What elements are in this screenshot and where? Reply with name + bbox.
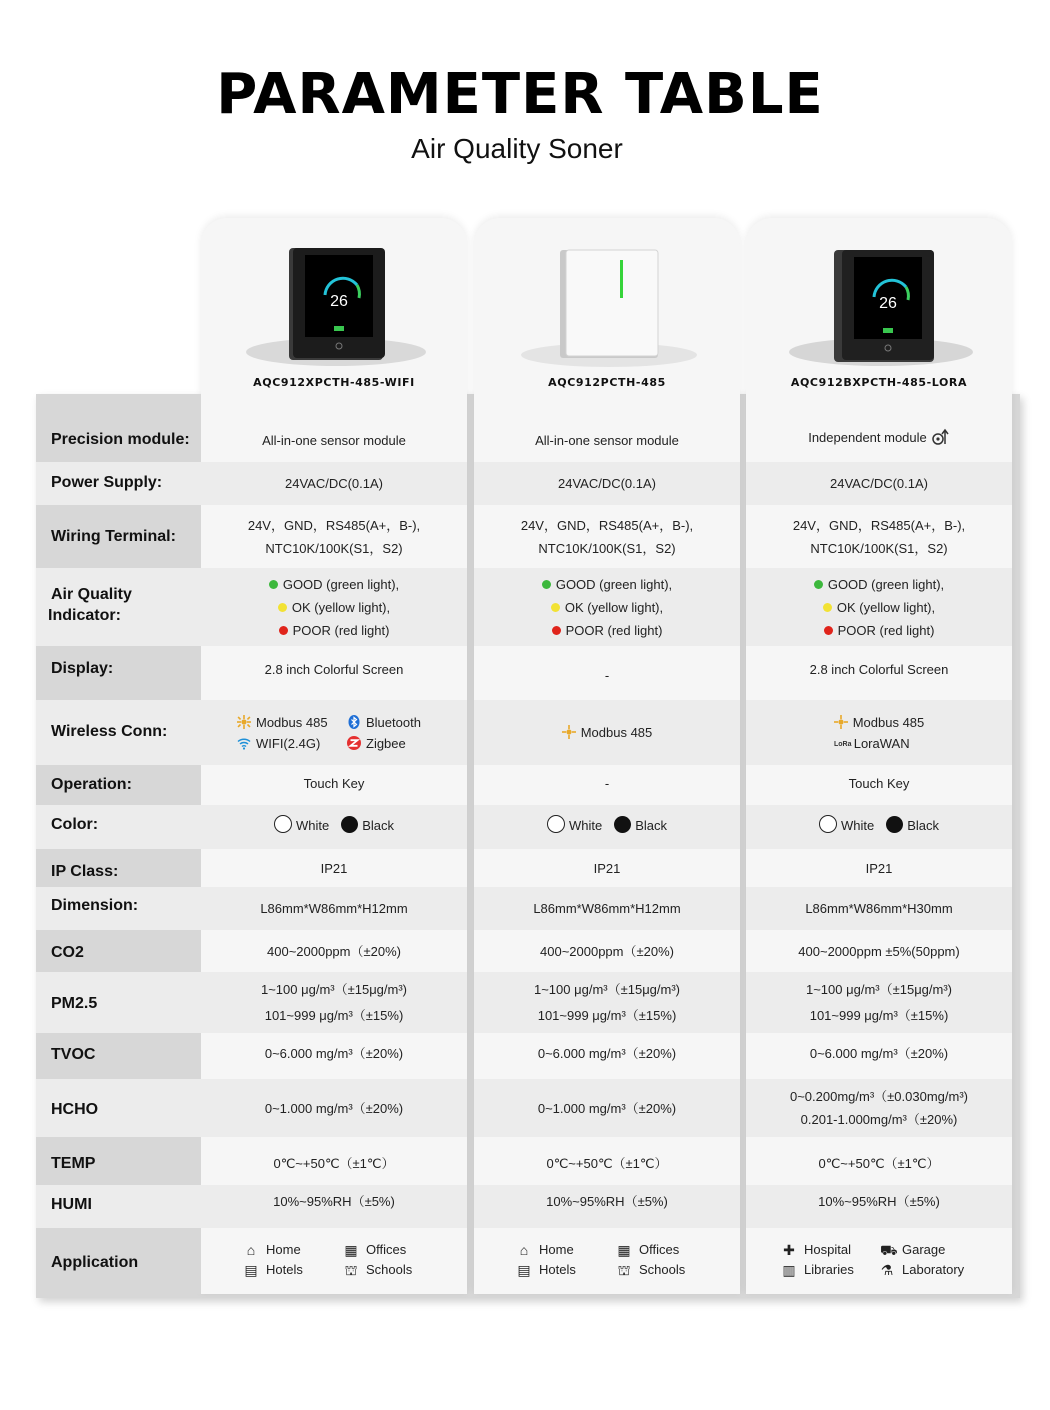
page-title: PARAMETER TABLE — [216, 62, 824, 127]
cell-value: 10%~95%RH（±5%) — [273, 1194, 395, 1209]
cell-value: IP21 — [320, 860, 348, 876]
cell-value: 0~1.000 mg/m³（±20%) — [264, 1100, 404, 1116]
cell-value: 24V，GND，RS485(A+，B-), NTC10K/100K(S1，S2) — [520, 517, 694, 556]
cell-value: 0~1.000 mg/m³（±20%) — [537, 1100, 677, 1116]
row-hcho — [36, 1079, 1012, 1137]
cell-value: 0~6.000 mg/m³（±20%) — [537, 1045, 677, 1061]
row-label: Air Quality Indicator: — [48, 586, 132, 624]
row-wireless — [36, 700, 1012, 765]
zigbee-icon — [347, 736, 361, 750]
cell-value: L86mm*W86mm*H12mm — [533, 901, 681, 916]
laboratory-icon: ⚗ — [880, 1261, 894, 1278]
product-image-white-key — [474, 240, 740, 390]
indicator-ok: OK (yellow light), — [823, 596, 935, 619]
cell-value: 24VAC/DC(0.1A) — [829, 476, 928, 491]
hospital-icon: ✚ — [783, 1241, 795, 1258]
good-light-dot — [814, 580, 823, 589]
poor-light-dot — [552, 626, 561, 635]
indicator-poor: POOR (red light) — [552, 619, 663, 642]
cell-value: 10%~95%RH（±5%) — [546, 1194, 668, 1209]
row-label: Power Supply: — [51, 474, 163, 491]
row-tvoc — [36, 1033, 1012, 1079]
offices-icon: ▦ — [344, 1241, 358, 1258]
cell-value: White Black — [201, 803, 467, 847]
row-label: HUMI — [51, 1196, 92, 1213]
black-swatch — [341, 816, 358, 833]
indicator-good: GOOD (green light), — [542, 573, 672, 596]
libraries-icon: ▥ — [782, 1261, 796, 1278]
black-swatch — [614, 816, 631, 833]
indicator-poor: POOR (red light) — [824, 619, 935, 642]
row-aqi — [36, 568, 1012, 646]
row-label: PM2.5 — [51, 995, 98, 1012]
cell-value: 1~100 μg/m³（±15μg/m³) 101~999 μg/m³（±15%) — [260, 981, 408, 1023]
row-label: Wiring Terminal: — [51, 528, 176, 545]
row-dimension — [36, 887, 1012, 930]
cell-value: 0℃~+50℃（±1℃） — [818, 1155, 940, 1171]
cell-value: Touch Key — [848, 775, 910, 791]
white-swatch — [547, 815, 565, 833]
cell-value: 2.8 inch Colorful Screen — [809, 661, 949, 677]
good-light-dot — [542, 580, 551, 589]
row-application — [36, 1228, 1012, 1294]
row-co2 — [36, 930, 1012, 972]
row-label: Display: — [51, 660, 114, 677]
cell-value: 400~2000ppm ±5%(50ppm) — [798, 943, 960, 959]
row-wiring — [36, 505, 1012, 568]
modbus-icon — [237, 715, 251, 729]
product-image-lora — [746, 240, 1012, 390]
row-temp — [36, 1137, 1012, 1185]
cell-value: Modbus 485 — [474, 700, 740, 765]
row-label: Color: — [51, 816, 99, 833]
poor-light-dot — [279, 626, 288, 635]
row-label: Application — [51, 1254, 139, 1271]
home-icon: ⌂ — [519, 1241, 529, 1258]
row-label: TVOC — [51, 1046, 96, 1063]
ok-light-dot — [551, 603, 560, 612]
model-name: AQC912BXPCTH-485-LORA — [790, 376, 968, 389]
indicator-good: GOOD (green light), — [269, 573, 399, 596]
indicator-poor: POOR (red light) — [279, 619, 390, 642]
row-display — [36, 646, 1012, 700]
cell-value: Touch Key — [303, 775, 365, 791]
cell-value: ⌂ Home ▦ Offices ▤ Hotels ⛫ Schools — [244, 1241, 413, 1278]
cell-value: IP21 — [865, 860, 893, 876]
module-gear-icon — [930, 426, 950, 448]
row-humi — [36, 1185, 1012, 1228]
row-label: Precision module: — [51, 431, 190, 448]
cell-value: 400~2000ppm（±20%) — [540, 943, 674, 959]
cell-value — [746, 568, 1012, 646]
lora-icon — [834, 736, 852, 750]
cell-value: 24VAC/DC(0.1A) — [557, 476, 656, 491]
hotels-icon: ▤ — [244, 1261, 258, 1278]
cell-value: L86mm*W86mm*H12mm — [260, 901, 408, 916]
cell-value: 24V，GND，RS485(A+，B-), NTC10K/100K(S1，S2) — [792, 517, 966, 556]
schools-icon: ⛫ — [617, 1261, 631, 1278]
white-swatch — [274, 815, 292, 833]
row-color — [36, 805, 1012, 849]
cell-value: - — [604, 667, 610, 683]
poor-light-dot — [824, 626, 833, 635]
cell-value: 10%~95%RH（±5%) — [818, 1194, 940, 1209]
cell-value: Independent module — [746, 403, 1012, 471]
cell-value: 400~2000ppm（±20%) — [267, 943, 401, 959]
row-label: TEMP — [51, 1155, 96, 1172]
cell-value: ✚ Hospital ⛟ Garage ▥ Libraries ⚗ Laboratory — [782, 1241, 965, 1278]
row-label: HCHO — [51, 1101, 99, 1118]
modbus-icon — [834, 715, 848, 729]
row-label: Wireless Conn: — [51, 723, 168, 740]
cell-value: Modbus 485 LoRa LoraWAN — [833, 714, 925, 751]
cell-value: ⌂ Home ▦ Offices ▤ Hotels ⛫ Schools — [517, 1241, 686, 1278]
row-ip — [36, 849, 1012, 887]
modbus-icon — [562, 725, 576, 739]
cell-value: 1~100 μg/m³（±15μg/m³) 101~999 μg/m³（±15%) — [805, 981, 953, 1023]
cell-value: 0℃~+50℃（±1℃） — [546, 1155, 668, 1171]
cell-value: 1~100 μg/m³（±15μg/m³) 101~999 μg/m³（±15%) — [533, 981, 681, 1023]
wifi-icon — [237, 736, 251, 750]
cell-value — [201, 568, 467, 646]
cell-value: L86mm*W86mm*H30mm — [805, 901, 953, 916]
cell-value: IP21 — [593, 860, 621, 876]
ok-light-dot — [278, 603, 287, 612]
hotels-icon: ▤ — [517, 1261, 531, 1278]
cell-value: 2.8 inch Colorful Screen — [264, 661, 404, 677]
indicator-ok: OK (yellow light), — [551, 596, 663, 619]
bluetooth-icon — [347, 715, 361, 729]
cell-value: 0~6.000 mg/m³（±20%) — [809, 1045, 949, 1061]
model-name: AQC912XPCTH-485-WIFI — [253, 376, 415, 389]
white-swatch — [819, 815, 837, 833]
row-label: IP Class: — [51, 863, 119, 880]
good-light-dot — [269, 580, 278, 589]
cell-value: 0~6.000 mg/m³（±20%) — [264, 1045, 404, 1061]
garage-icon: ⛟ — [880, 1241, 898, 1258]
cell-value: 24V，GND，RS485(A+，B-), NTC10K/100K(S1，S2) — [247, 517, 421, 556]
cell-value: White Black — [746, 803, 1012, 847]
cell-value: 0~0.200mg/m³（±0.030mg/m³) 0.201-1.000mg/m³（±20%) — [789, 1089, 968, 1127]
row-operation — [36, 765, 1012, 805]
black-swatch — [886, 816, 903, 833]
cell-value — [474, 568, 740, 646]
cell-value: White Black — [474, 803, 740, 847]
cell-value: - — [604, 775, 610, 791]
indicator-good: GOOD (green light), — [814, 573, 944, 596]
schools-icon: ⛫ — [344, 1261, 358, 1278]
row-precision — [36, 394, 1012, 462]
cell-value: Modbus 485 Bluetooth WIFI(2.4G) Zigbee — [201, 700, 467, 765]
screen-value: 26 — [330, 293, 348, 310]
row-label: CO2 — [51, 944, 84, 961]
cell-value: All-in-one sensor module — [535, 432, 679, 448]
row-label: Dimension: — [51, 897, 139, 914]
cell-value: 24VAC/DC(0.1A) — [284, 476, 383, 491]
ok-light-dot — [823, 603, 832, 612]
indicator-ok: OK (yellow light), — [278, 596, 390, 619]
offices-icon: ▦ — [617, 1241, 631, 1258]
screen-value: 26 — [879, 295, 897, 312]
product-image-wifi — [201, 240, 467, 390]
model-name: AQC912PCTH-485 — [548, 376, 666, 389]
home-icon: ⌂ — [246, 1241, 256, 1258]
cell-value: All-in-one sensor module — [262, 432, 406, 448]
row-pm25 — [36, 972, 1012, 1033]
page-subtitle: Air Quality Soner — [411, 133, 623, 164]
row-power — [36, 462, 1012, 505]
svg-text:LoRa: LoRa — [833, 741, 852, 749]
cell-value: 0℃~+50℃（±1℃） — [273, 1155, 395, 1171]
row-label: Operation: — [51, 776, 132, 793]
